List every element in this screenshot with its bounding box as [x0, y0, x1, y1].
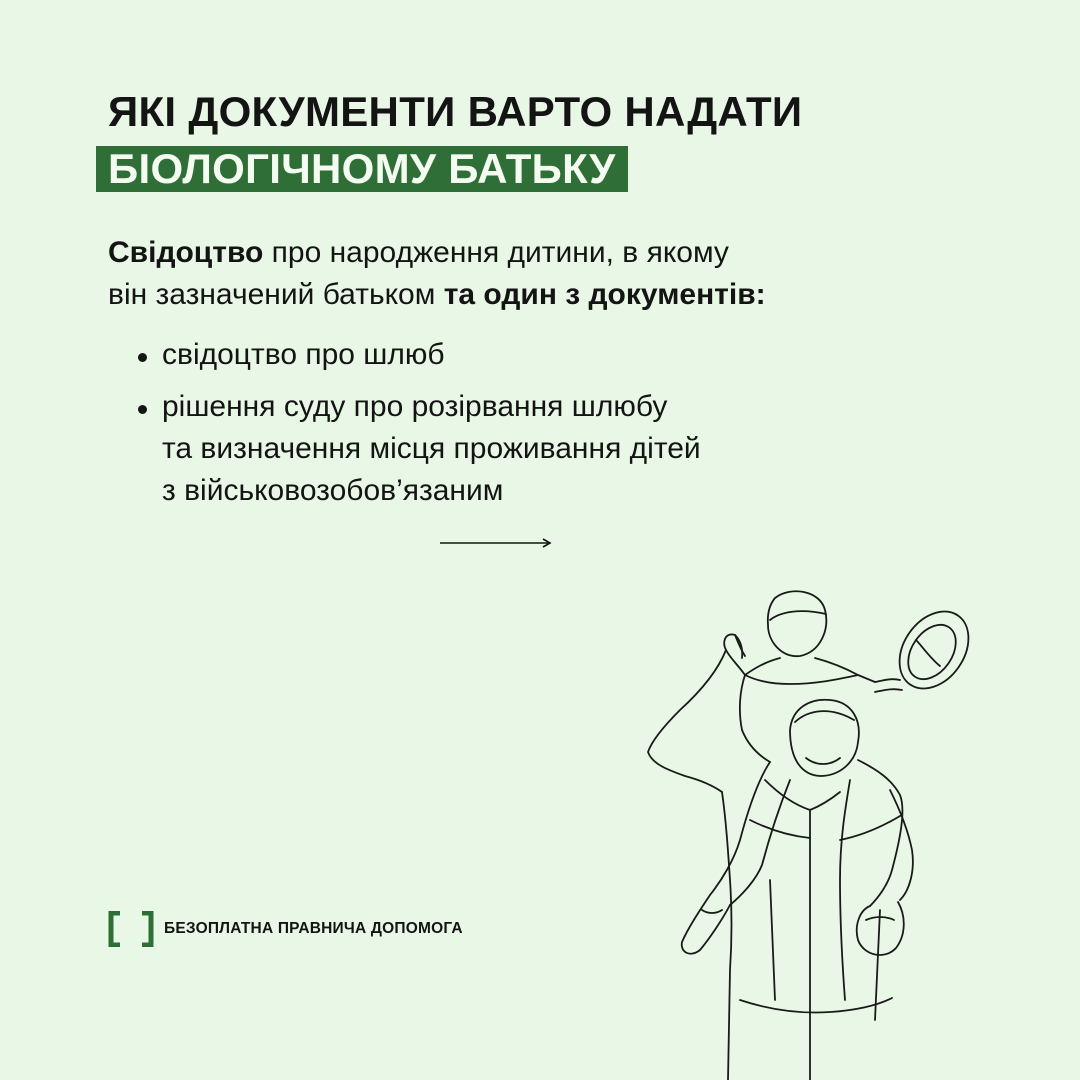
organization-name: БЕЗОПЛАТНА ПРАВНИЧА ДОПОМОГА	[164, 920, 463, 937]
list-item	[136, 334, 916, 376]
bracket-logo-icon	[108, 911, 154, 947]
list-item	[136, 386, 916, 512]
organization-logo	[108, 911, 463, 947]
page-title-highlight: БІОЛОГІЧНОМУ БАТЬКУ	[96, 146, 628, 192]
arrow-right-icon[interactable]	[440, 535, 554, 551]
lead-bold-phrase: та один з документів:	[443, 278, 766, 311]
list-item-line: свідоцтво про шлюб	[162, 338, 445, 371]
lead-bold-term: Свідоцтво	[108, 236, 264, 269]
document-list	[136, 334, 916, 522]
list-item-line: рішення суду про розірвання шлюбу	[162, 390, 668, 423]
lead-text-1: про народження дитини, в якому	[263, 236, 729, 269]
page-title-line-1: ЯКІ ДОКУМЕНТИ ВАРТО НАДАТИ	[108, 88, 803, 135]
father-child-line-art	[630, 580, 980, 1080]
lead-paragraph	[108, 232, 928, 316]
list-item-line: з військовозобов’язаним	[162, 474, 504, 507]
list-item-line: та визначення місця проживання дітей	[162, 432, 701, 465]
lead-text-2: він зазначений батьком	[108, 278, 444, 311]
